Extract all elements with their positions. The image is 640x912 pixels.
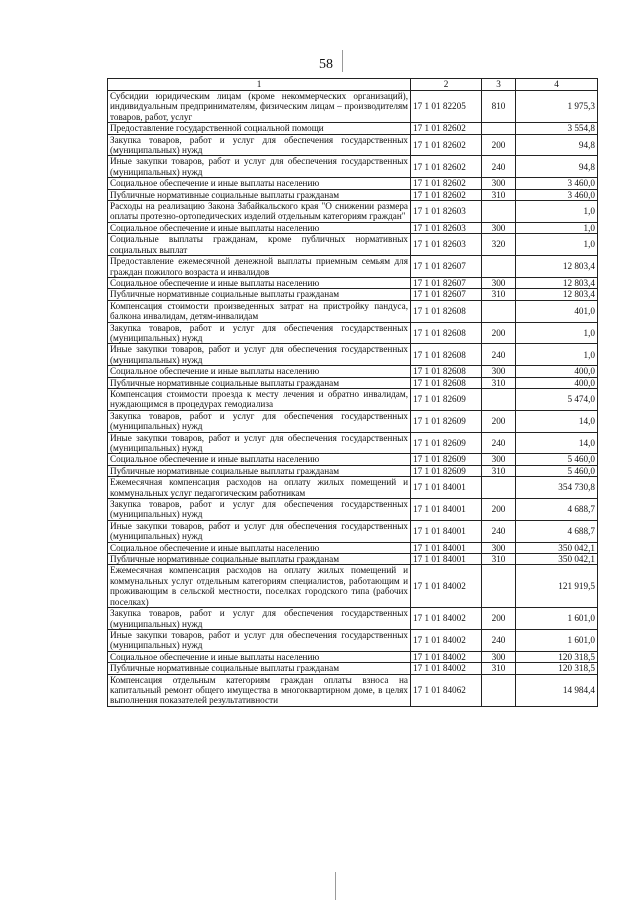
- table-row: [108, 377, 598, 388]
- row-amount: 1 601,0: [516, 629, 598, 651]
- row-type: 200: [482, 608, 516, 630]
- table-row: [108, 222, 598, 233]
- row-name: Ежемесячная компенсация расходов на оплату жилых помещений и коммунальных услуг отдельным категориям специалистов, работающим и проживающим в сельской местности, поселках городского типа (рабочих поселках): [108, 565, 411, 608]
- table-row: [108, 410, 598, 432]
- row-name: Закупка товаров, работ и услуг для обеспечения государственных (муниципальных) нужд: [108, 322, 411, 344]
- row-type: 240: [482, 156, 516, 178]
- row-name: Социальное обеспечение и иные выплаты населению: [108, 651, 411, 662]
- row-name: Ежемесячная компенсация расходов на оплату жилых помещений и коммунальных услуг педагогическим работникам: [108, 477, 411, 499]
- table-row: [108, 454, 598, 465]
- row-type: [482, 300, 516, 322]
- row-type: [482, 477, 516, 499]
- row-name: Публичные нормативные социальные выплаты гражданам: [108, 377, 411, 388]
- header-col-name: 1: [108, 79, 411, 91]
- row-amount: 350 042,1: [516, 554, 598, 565]
- row-type: 310: [482, 554, 516, 565]
- header-col-code: 2: [411, 79, 482, 91]
- row-code: 17 1 01 82603: [411, 222, 482, 233]
- row-code: 17 1 01 82607: [411, 289, 482, 300]
- row-code: 17 1 01 82602: [411, 156, 482, 178]
- row-code: 17 1 01 84001: [411, 520, 482, 542]
- row-amount: 5 474,0: [516, 388, 598, 410]
- row-name: Закупка товаров, работ и услуг для обеспечения государственных (муниципальных) нужд: [108, 608, 411, 630]
- row-type: 240: [482, 432, 516, 454]
- scan-line-bottom: [335, 872, 336, 900]
- row-code: 17 1 01 82607: [411, 277, 482, 288]
- row-name: Социальные выплаты гражданам, кроме публичных нормативных социальных выплат: [108, 234, 411, 256]
- table-row: [108, 91, 598, 123]
- row-amount: 400,0: [516, 366, 598, 377]
- row-code: 17 1 01 84001: [411, 554, 482, 565]
- table-row: [108, 178, 598, 189]
- row-amount: 12 803,4: [516, 289, 598, 300]
- table-row: [108, 520, 598, 542]
- row-amount: 14,0: [516, 410, 598, 432]
- table-row: [108, 156, 598, 178]
- row-type: 300: [482, 178, 516, 189]
- table-row: [108, 674, 598, 706]
- table-row: [108, 201, 598, 223]
- row-type: 300: [482, 366, 516, 377]
- table-row: [108, 366, 598, 377]
- table-row: [108, 277, 598, 288]
- row-name: Социальное обеспечение и иные выплаты населению: [108, 178, 411, 189]
- table-row: [108, 289, 598, 300]
- table-row: [108, 651, 598, 662]
- row-name: Расходы на реализацию Закона Забайкальского края "О снижении размера оплаты протезно-ортопедических изделий отдельным категориям граждан": [108, 201, 411, 223]
- row-type: 240: [482, 629, 516, 651]
- row-name: Закупка товаров, работ и услуг для обеспечения государственных (муниципальных) нужд: [108, 499, 411, 521]
- row-code: 17 1 01 82608: [411, 344, 482, 366]
- row-code: 17 1 01 82608: [411, 322, 482, 344]
- table-row: [108, 388, 598, 410]
- row-amount: 14 984,4: [516, 674, 598, 706]
- row-name: Социальное обеспечение и иные выплаты населению: [108, 542, 411, 553]
- row-code: 17 1 01 82608: [411, 377, 482, 388]
- row-code: 17 1 01 82608: [411, 366, 482, 377]
- row-name: Публичные нормативные социальные выплаты гражданам: [108, 554, 411, 565]
- row-name: Компенсация отдельным категориям граждан оплаты взноса на капитальный ремонт общего имущества в многоквартирном доме, в целях выполнения показателей результативности: [108, 674, 411, 706]
- row-type: [482, 565, 516, 608]
- row-code: 17 1 01 82205: [411, 91, 482, 123]
- row-name: Социальное обеспечение и иные выплаты населению: [108, 222, 411, 233]
- row-name: Публичные нормативные социальные выплаты гражданам: [108, 663, 411, 674]
- row-type: 310: [482, 377, 516, 388]
- row-amount: 354 730,8: [516, 477, 598, 499]
- table-row: [108, 629, 598, 651]
- row-amount: 3 460,0: [516, 189, 598, 200]
- row-code: 17 1 01 82609: [411, 465, 482, 476]
- row-name: Социальное обеспечение и иные выплаты населению: [108, 366, 411, 377]
- table-row: [108, 322, 598, 344]
- row-amount: 1 975,3: [516, 91, 598, 123]
- row-amount: 3 460,0: [516, 178, 598, 189]
- row-code: 17 1 01 82609: [411, 410, 482, 432]
- table-row: [108, 608, 598, 630]
- row-type: 310: [482, 189, 516, 200]
- row-code: 17 1 01 84002: [411, 565, 482, 608]
- table-row: [108, 499, 598, 521]
- row-code: 17 1 01 84062: [411, 674, 482, 706]
- table-row: [108, 565, 598, 608]
- scan-line-top: [342, 50, 343, 72]
- row-name: Публичные нормативные социальные выплаты гражданам: [108, 465, 411, 476]
- row-type: [482, 674, 516, 706]
- row-type: 300: [482, 277, 516, 288]
- table-row: [108, 465, 598, 476]
- row-amount: 94,8: [516, 156, 598, 178]
- row-name: Социальное обеспечение и иные выплаты населению: [108, 277, 411, 288]
- row-code: 17 1 01 82602: [411, 134, 482, 156]
- row-amount: 120 318,5: [516, 651, 598, 662]
- row-name: Публичные нормативные социальные выплаты гражданам: [108, 289, 411, 300]
- row-amount: 12 803,4: [516, 277, 598, 288]
- header-row: [108, 79, 598, 91]
- row-code: 17 1 01 84002: [411, 608, 482, 630]
- table-row: [108, 554, 598, 565]
- page-number: 58: [319, 57, 333, 72]
- row-name: Предоставление государственной социальной помощи: [108, 123, 411, 134]
- table-row: [108, 300, 598, 322]
- row-code: 17 1 01 84002: [411, 663, 482, 674]
- table-row: [108, 256, 598, 278]
- row-amount: 3 554,8: [516, 123, 598, 134]
- row-type: 240: [482, 520, 516, 542]
- row-type: 200: [482, 410, 516, 432]
- row-type: [482, 123, 516, 134]
- row-type: [482, 388, 516, 410]
- table-row: [108, 189, 598, 200]
- header-col-amount: 4: [516, 79, 598, 91]
- row-amount: 4 688,7: [516, 520, 598, 542]
- table-row: [108, 234, 598, 256]
- row-code: 17 1 01 82603: [411, 201, 482, 223]
- row-amount: 121 919,5: [516, 565, 598, 608]
- row-name: Закупка товаров, работ и услуг для обеспечения государственных (муниципальных) нужд: [108, 410, 411, 432]
- table-row: [108, 663, 598, 674]
- row-name: Иные закупки товаров, работ и услуг для обеспечения государственных (муниципальных) нужд: [108, 156, 411, 178]
- row-code: 17 1 01 82602: [411, 189, 482, 200]
- table-row: [108, 432, 598, 454]
- row-amount: 1 601,0: [516, 608, 598, 630]
- row-type: 310: [482, 465, 516, 476]
- row-type: 200: [482, 322, 516, 344]
- row-code: 17 1 01 82609: [411, 454, 482, 465]
- row-amount: 1,0: [516, 234, 598, 256]
- table-row: [108, 344, 598, 366]
- row-name: Иные закупки товаров, работ и услуг для обеспечения государственных (муниципальных) нужд: [108, 432, 411, 454]
- row-type: 320: [482, 234, 516, 256]
- row-name: Субсидии юридическим лицам (кроме некоммерческих организаций), индивидуальным предпринимателям, физическим лицам – производителям товаров, работ, услуг: [108, 91, 411, 123]
- row-type: 200: [482, 499, 516, 521]
- row-code: 17 1 01 84002: [411, 651, 482, 662]
- row-amount: 1,0: [516, 322, 598, 344]
- row-type: 300: [482, 222, 516, 233]
- row-name: Компенсация стоимости произведенных затрат на пристройку пандуса, балкона инвалидам, детям-инвалидам: [108, 300, 411, 322]
- row-amount: 350 042,1: [516, 542, 598, 553]
- table-row: [108, 477, 598, 499]
- row-name: Иные закупки товаров, работ и услуг для обеспечения государственных (муниципальных) нужд: [108, 629, 411, 651]
- table-row: [108, 123, 598, 134]
- row-type: 240: [482, 344, 516, 366]
- row-type: 300: [482, 651, 516, 662]
- row-code: 17 1 01 82609: [411, 388, 482, 410]
- row-amount: 14,0: [516, 432, 598, 454]
- row-name: Публичные нормативные социальные выплаты гражданам: [108, 189, 411, 200]
- row-type: 300: [482, 454, 516, 465]
- row-type: 310: [482, 663, 516, 674]
- row-code: 17 1 01 82603: [411, 234, 482, 256]
- row-code: 17 1 01 82609: [411, 432, 482, 454]
- row-amount: 400,0: [516, 377, 598, 388]
- row-amount: 1,0: [516, 201, 598, 223]
- row-name: Иные закупки товаров, работ и услуг для обеспечения государственных (муниципальных) нужд: [108, 344, 411, 366]
- row-name: Социальное обеспечение и иные выплаты населению: [108, 454, 411, 465]
- row-code: 17 1 01 84002: [411, 629, 482, 651]
- row-type: [482, 256, 516, 278]
- row-amount: 5 460,0: [516, 454, 598, 465]
- row-code: 17 1 01 82602: [411, 123, 482, 134]
- budget-table: [107, 78, 598, 707]
- row-code: 17 1 01 82602: [411, 178, 482, 189]
- row-code: 17 1 01 84001: [411, 499, 482, 521]
- row-code: 17 1 01 84001: [411, 477, 482, 499]
- row-amount: 120 318,5: [516, 663, 598, 674]
- row-type: 810: [482, 91, 516, 123]
- row-amount: 12 803,4: [516, 256, 598, 278]
- row-amount: 1,0: [516, 344, 598, 366]
- row-amount: 94,8: [516, 134, 598, 156]
- row-code: 17 1 01 82608: [411, 300, 482, 322]
- row-name: Иные закупки товаров, работ и услуг для обеспечения государственных (муниципальных) нужд: [108, 520, 411, 542]
- row-type: 310: [482, 289, 516, 300]
- table-row: [108, 542, 598, 553]
- table-body: [108, 91, 598, 707]
- row-amount: 4 688,7: [516, 499, 598, 521]
- row-name: Закупка товаров, работ и услуг для обеспечения государственных (муниципальных) нужд: [108, 134, 411, 156]
- row-amount: 5 460,0: [516, 465, 598, 476]
- row-type: [482, 201, 516, 223]
- row-code: 17 1 01 82607: [411, 256, 482, 278]
- row-name: Предоставление ежемесячной денежной выплаты приемным семьям для граждан пожилого возраста и инвалидов: [108, 256, 411, 278]
- table-row: [108, 134, 598, 156]
- row-type: 200: [482, 134, 516, 156]
- header-col-type: 3: [482, 79, 516, 91]
- row-amount: 1,0: [516, 222, 598, 233]
- row-code: 17 1 01 84001: [411, 542, 482, 553]
- row-amount: 401,0: [516, 300, 598, 322]
- row-type: 300: [482, 542, 516, 553]
- row-name: Компенсация стоимости проезда к месту лечения и обратно инвалидам, нуждающимся в процедурах гемодиализа: [108, 388, 411, 410]
